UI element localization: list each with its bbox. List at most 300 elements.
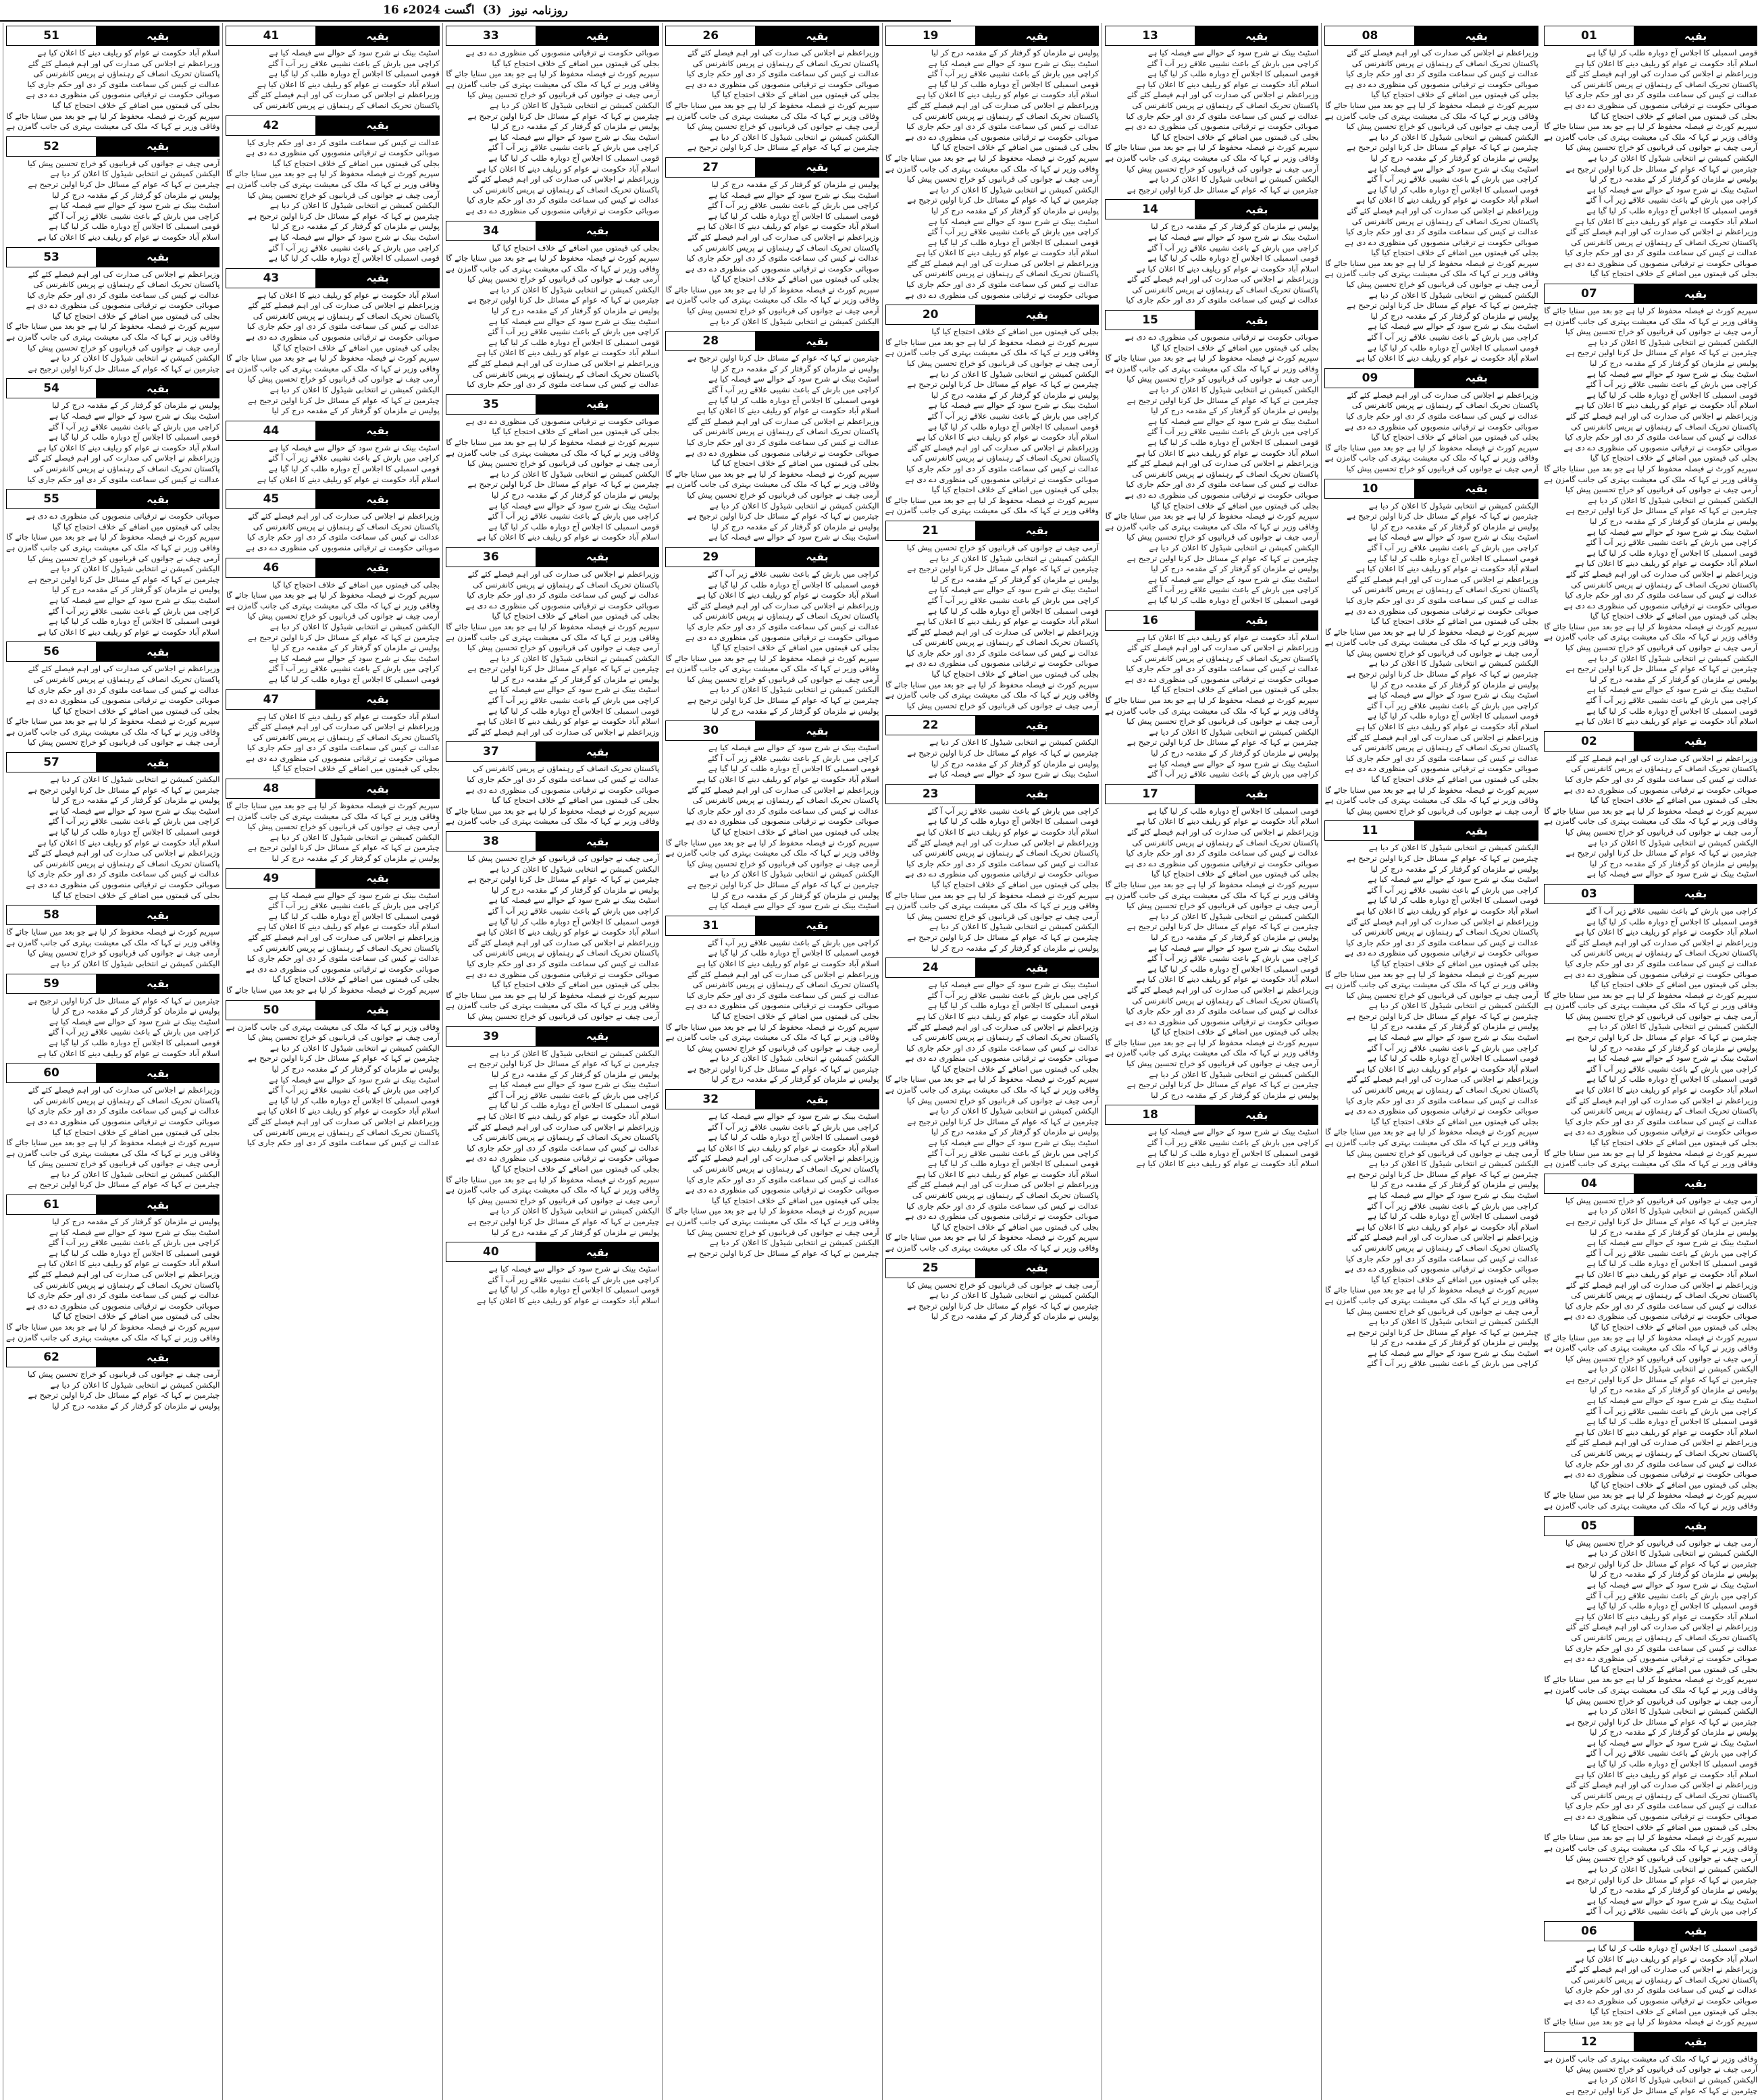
text-line: بجلی کی قیمتوں میں اضافے کے خلاف احتجاج کیا گیا xyxy=(711,90,879,100)
text-line: سپریم کورٹ نے فیصلہ محفوظ کر لیا ہے جو بعد میں سنایا جائے گا xyxy=(1324,442,1538,452)
text-line: عدالت نے کیس کی سماعت ملتوی کر دی اور حکم جاری کیا xyxy=(467,195,660,205)
text-line: عدالت نے کیس کی سماعت ملتوی کر دی اور حکم جاری کیا xyxy=(1565,775,1758,784)
continuation-block xyxy=(6,752,219,901)
article-text xyxy=(1544,754,1757,880)
text-line: سپریم کورٹ نے فیصلہ محفوظ کر لیا ہے جو بعد میں سنایا جائے گا xyxy=(665,653,879,663)
text-line: اسٹیٹ بینک نے شرح سود کے حوالے سے فیصلہ کیا ہے xyxy=(269,890,440,900)
continuation-block xyxy=(885,957,1099,1253)
text-line: بجلی کی قیمتوں میں اضافے کے خلاف احتجاج کیا گیا xyxy=(931,1222,1099,1232)
article-text xyxy=(226,891,439,996)
text-line: قومی اسمبلی کا اجلاس آج دوبارہ طلب کر لیا گیا ہے xyxy=(1586,1759,1758,1769)
text-line: وزیراعظم نے اجلاس کی صدارت کی اور اہم فیصلے کئے گئے xyxy=(687,416,879,426)
text-line: وفاقی وزیر نے کہا کہ ملک کی معیشت بہتری کی جانب گامزن ہے xyxy=(1324,1138,1538,1147)
text-line: اسٹیٹ بینک نے شرح سود کے حوالے سے فیصلہ کیا ہے xyxy=(928,1138,1099,1148)
continuation-block xyxy=(665,547,879,716)
text-line: اسلام آباد حکومت نے عوام کو ریلیف دینے کا اعلان کیا ہے xyxy=(696,221,879,232)
text-line: بجلی کی قیمتوں میں اضافے کے خلاف احتجاج کیا گیا xyxy=(1371,1274,1538,1284)
text-line: الیکشن کمیشن نے انتخابی شیڈول کا اعلان کر دیا ہے xyxy=(1588,1364,1758,1374)
continuation-block xyxy=(1324,26,1538,364)
text-line: بجلی کی قیمتوں میں اضافے کے خلاف احتجاج کیا گیا xyxy=(1590,1321,1758,1332)
continuation-tag xyxy=(226,779,439,799)
text-line: وزیراعظم نے اجلاس کی صدارت کی اور اہم فیصلے کئے گئے xyxy=(1347,1232,1538,1242)
text-line: پاکستان تحریک انصاف کے رہنماؤں نے پریس کانفرنس کی xyxy=(253,1127,440,1137)
text-line: اسٹیٹ بینک نے شرح سود کے حوالے سے فیصلہ کیا ہے xyxy=(708,532,879,542)
text-line: سپریم کورٹ نے فیصلہ محفوظ کر لیا ہے جو بعد میں سنایا جائے گا xyxy=(6,1322,220,1332)
continuation-number: 41 xyxy=(226,26,316,45)
article-text xyxy=(1324,501,1538,817)
text-line: سپریم کورٹ نے فیصلہ محفوظ کر لیا ہے جو بعد میں سنایا جائے گا xyxy=(665,100,879,110)
text-line: الیکشن کمیشن نے انتخابی شیڈول کا اعلان کر دیا ہے xyxy=(709,316,879,326)
text-line: سپریم کورٹ نے فیصلہ محفوظ کر لیا ہے جو بعد میں سنایا جائے گا xyxy=(1324,1285,1538,1295)
continuation-block xyxy=(1544,284,1757,727)
text-line: چیئرمین نے کہا کہ عوام کے مسائل حل کرنا اولین ترجیح ہے xyxy=(1565,1374,1758,1384)
text-line: وزیراعظم نے اجلاس کی صدارت کی اور اہم فیصلے کئے گئے xyxy=(467,174,660,184)
article-text xyxy=(1105,633,1318,780)
text-line: صوبائی حکومت نے ترقیاتی منصوبوں کی منظوری دے دی ہے xyxy=(1563,442,1758,452)
text-line: صوبائی حکومت نے ترقیاتی منصوبوں کی منظوری دے دی ہے xyxy=(1344,606,1538,616)
text-line: چیئرمین نے کہا کہ عوام کے مسائل حل کرنا اولین ترجیح ہے xyxy=(1565,848,1758,858)
text-line: چیئرمین نے کہا کہ عوام کے مسائل حل کرنا اولین ترجیح ہے xyxy=(1127,553,1319,563)
text-line: کراچی میں بارش کے باعث نشیبی علاقے زیر آب آ گئے xyxy=(267,1085,440,1095)
text-line: آرمی چیف نے جوانوں کی قربانیوں کو خراج تحسین پیش کیا xyxy=(1127,1059,1319,1069)
text-line: چیئرمین نے کہا کہ عوام کے مسائل حل کرنا اولین ترجیح ہے xyxy=(28,574,220,584)
continuation-block xyxy=(665,1089,879,1259)
text-line: آرمی چیف نے جوانوں کی قربانیوں کو خراج تحسین پیش کیا xyxy=(687,674,879,684)
text-line: وزیراعظم نے اجلاس کی صدارت کی اور اہم فیصلے کئے گئے xyxy=(467,359,660,369)
text-line: وزیراعظم نے اجلاس کی صدارت کی اور اہم فیصلے کئے گئے xyxy=(907,442,1099,452)
text-line: پاکستان تحریک انصاف کے رہنماؤں نے پریس کانفرنس کی xyxy=(912,1032,1099,1043)
text-line: پولیس نے ملزمان کو گرفتار کر کے مقدمہ درج کر لیا xyxy=(52,1400,220,1411)
continuation-word: بقیہ xyxy=(97,137,219,156)
continuation-block xyxy=(885,784,1099,953)
continuation-tag xyxy=(6,641,219,662)
text-line: اسلام آباد حکومت نے عوام کو ریلیف دینے کا اعلان کیا ہے xyxy=(696,775,879,785)
text-line: اسلام آباد حکومت نے عوام کو ریلیف دینے کا اعلان کیا ہے xyxy=(1136,263,1319,273)
continuation-tag xyxy=(885,305,1099,325)
continuation-word: بقیہ xyxy=(97,248,219,267)
continuation-word: بقیہ xyxy=(1415,821,1537,840)
text-line: اسلام آباد حکومت نے عوام کو ریلیف دینے کا اعلان کیا ہے xyxy=(1575,400,1758,411)
text-line: وفاقی وزیر نے کہا کہ ملک کی معیشت بہتری کی جانب گامزن ہے xyxy=(445,1185,660,1195)
text-line: بجلی کی قیمتوں میں اضافے کے خلاف احتجاج کیا گیا xyxy=(492,242,660,253)
text-line: آرمی چیف نے جوانوں کی قربانیوں کو خراج تحسین پیش کیا xyxy=(28,737,220,747)
text-line: پاکستان تحریک انصاف کے رہنماؤں نے پریس کانفرنس کی xyxy=(473,369,660,379)
text-line: الیکشن کمیشن نے انتخابی شیڈول کا اعلان کر دیا ہے xyxy=(1368,1159,1538,1169)
text-line: آرمی چیف نے جوانوں کی قربانیوں کو خراج تحسین پیش کیا xyxy=(467,90,660,100)
continuation-word: بقیہ xyxy=(1195,785,1318,804)
continuation-tag xyxy=(226,26,439,46)
text-line: وفاقی وزیر نے کہا کہ ملک کی معیشت بہتری کی جانب گامزن ہے xyxy=(665,848,879,858)
continuation-number: 37 xyxy=(446,742,536,761)
text-line: الیکشن کمیشن نے انتخابی شیڈول کا اعلان کر دیا ہے xyxy=(1149,1069,1319,1079)
continuation-tag xyxy=(1324,479,1538,499)
text-line: پاکستان تحریک انصاف کے رہنماؤں نے پریس کانفرنس کی xyxy=(1132,284,1319,294)
text-line: وفاقی وزیر نے کہا کہ ملک کی معیشت بہتری کی جانب گامزن ہے xyxy=(6,542,220,552)
text-line: چیئرمین نے کہا کہ عوام کے مسائل حل کرنا اولین ترجیح ہے xyxy=(1346,1327,1538,1337)
text-line: صوبائی حکومت نے ترقیاتی منصوبوں کی منظوری دے دی ہے xyxy=(1563,1654,1758,1664)
text-line: اسٹیٹ بینک نے شرح سود کے حوالے سے فیصلہ کیا ہے xyxy=(1147,416,1319,426)
text-line: کراچی میں بارش کے باعث نشیبی علاقے زیر آب آ گئے xyxy=(1586,1906,1758,1916)
text-line: پولیس نے ملزمان کو گرفتار کر کے مقدمہ درج کر لیا xyxy=(931,48,1099,57)
text-line: چیئرمین نے کہا کہ عوام کے مسائل حل کرنا اولین ترجیح ہے xyxy=(907,564,1099,574)
text-line: اسٹیٹ بینک نے شرح سود کے حوالے سے فیصلہ کیا ہے xyxy=(1586,1895,1758,1906)
text-line: بجلی کی قیمتوں میں اضافے کے خلاف احتجاج کیا گیا xyxy=(1590,795,1758,806)
text-line: چیئرمین نے کہا کہ عوام کے مسائل حل کرنا اولین ترجیح ہے xyxy=(1565,506,1758,516)
text-line: صوبائی حکومت نے ترقیاتی منصوبوں کی منظوری دے دی ہے xyxy=(685,632,879,642)
text-line: اسلام آباد حکومت نے عوام کو ریلیف دینے کا اعلان کیا ہے xyxy=(37,1259,220,1269)
text-line: الیکشن کمیشن نے انتخابی شیڈول کا اعلان کر دیا ہے xyxy=(269,385,440,395)
continuation-block xyxy=(1105,610,1318,780)
text-line: عدالت نے کیس کی سماعت ملتوی کر دی اور حکم جاری کیا xyxy=(686,253,879,263)
text-line: کراچی میں بارش کے باعث نشیبی علاقے زیر آب آ گئے xyxy=(1366,1359,1538,1369)
text-line: آرمی چیف نے جوانوں کی قربانیوں کو خراج تحسین پیش کیا xyxy=(1565,643,1758,653)
article-text xyxy=(6,1217,219,1343)
continuation-tag xyxy=(1324,368,1538,388)
text-line: عدالت نے کیس کی سماعت ملتوی کر دی اور حکم جاری کیا xyxy=(686,1174,879,1184)
text-line: کراچی میں بارش کے باعث نشیبی علاقے زیر آب آ گئے xyxy=(1586,1248,1758,1258)
text-line: پولیس نے ملزمان کو گرفتار کر کے مقدمہ درج کر لیا xyxy=(1589,174,1758,184)
text-line: سپریم کورٹ نے فیصلہ محفوظ کر لیا ہے جو بعد میں سنایا جائے گا xyxy=(1544,806,1758,816)
text-line: الیکشن کمیشن نے انتخابی شیڈول کا اعلان کر دیا ہے xyxy=(1149,385,1319,395)
text-line: کراچی میں بارش کے باعث نشیبی علاقے زیر آب آ گئے xyxy=(488,327,660,337)
continuation-number: 48 xyxy=(226,779,316,798)
article-text xyxy=(665,938,879,1085)
continuation-number: 54 xyxy=(7,379,97,398)
text-line: وزیراعظم نے اجلاس کی صدارت کی اور اہم فیصلے کئے گئے xyxy=(1127,827,1319,837)
text-line: اسٹیٹ بینک نے شرح سود کے حوالے سے فیصلہ کیا ہے xyxy=(1147,232,1319,242)
text-line: آرمی چیف نے جوانوں کی قربانیوں کو خراج تحسین پیش کیا xyxy=(467,643,660,653)
text-line: بجلی کی قیمتوں میں اضافے کے خلاف احتجاج کیا گیا xyxy=(1590,111,1758,121)
text-line: چیئرمین نے کہا کہ عوام کے مسائل حل کرنا اولین ترجیح ہے xyxy=(247,632,440,642)
text-line: الیکشن کمیشن نے انتخابی شیڈول کا اعلان کر دیا ہے xyxy=(929,369,1099,379)
continuation-block xyxy=(226,26,439,111)
continuation-tag xyxy=(226,115,439,136)
text-line: وفاقی وزیر نے کہا کہ ملک کی معیشت بہتری کی جانب گامزن ہے xyxy=(1105,1048,1319,1058)
continuation-word: بقیہ xyxy=(756,721,878,740)
text-line: قومی اسمبلی کا اجلاس آج دوبارہ طلب کر لیا گیا ہے xyxy=(268,253,440,263)
continuation-word: بقیہ xyxy=(97,26,219,45)
article-text xyxy=(885,737,1099,779)
text-line: الیکشن کمیشن نے انتخابی شیڈول کا اعلان کر دیا ہے xyxy=(709,500,879,510)
text-line: کراچی میں بارش کے باعث نشیبی علاقے زیر آب آ گئے xyxy=(1366,700,1538,710)
text-line: وفاقی وزیر نے کہا کہ ملک کی معیشت بہتری کی جانب گامزن ہے xyxy=(1105,706,1319,716)
text-line: قومی اسمبلی کا اجلاس آج دوبارہ طلب کر لیا گیا ہے xyxy=(1586,1943,1758,1953)
continuation-word: بقیہ xyxy=(316,116,438,135)
continuation-word: بقیہ xyxy=(316,269,438,288)
text-line: آرمی چیف نے جوانوں کی قربانیوں کو خراج تحسین پیش کیا xyxy=(1346,280,1538,290)
text-line: اسٹیٹ بینک نے شرح سود کے حوالے سے فیصلہ کیا ہے xyxy=(708,901,879,911)
text-line: چیئرمین نے کہا کہ عوام کے مسائل حل کرنا اولین ترجیح ہے xyxy=(907,932,1099,942)
text-line: وفاقی وزیر نے کہا کہ ملک کی معیشت بہتری کی جانب گامزن ہے xyxy=(1543,632,1758,642)
continuation-number: 15 xyxy=(1106,311,1195,330)
text-line: الیکشن کمیشن نے انتخابی شیڈول کا اعلان کر دیا ہے xyxy=(269,832,440,842)
text-line: کراچی میں بارش کے باعث نشیبی علاقے زیر آب آ گئے xyxy=(267,664,440,674)
text-line: قومی اسمبلی کا اجلاس آج دوبارہ طلب کر لیا گیا ہے xyxy=(1586,1417,1758,1427)
text-line: صوبائی حکومت نے ترقیاتی منصوبوں کی منظوری دے دی ہے xyxy=(26,880,220,889)
continuation-word: بقیہ xyxy=(536,26,658,45)
text-line: الیکشن کمیشن نے انتخابی شیڈول کا اعلان کر دیا ہے xyxy=(709,1053,879,1064)
continuation-tag xyxy=(1105,310,1318,330)
continuation-block xyxy=(6,905,219,969)
text-line: سپریم کورٹ نے فیصلہ محفوظ کر لیا ہے جو بعد میں سنایا جائے گا xyxy=(446,69,660,79)
text-line: پاکستان تحریک انصاف کے رہنماؤں نے پریس کانفرنس کی xyxy=(1132,837,1319,847)
text-line: بجلی کی قیمتوں میں اضافے کے خلاف احتجاج کیا گیا xyxy=(931,485,1099,495)
article-text xyxy=(1544,306,1757,727)
continuation-tag xyxy=(1324,26,1538,46)
text-line: بجلی کی قیمتوں میں اضافے کے خلاف احتجاج کیا گیا xyxy=(931,327,1099,337)
text-line: صوبائی حکومت نے ترقیاتی منصوبوں کی منظوری دے دی ہے xyxy=(905,1211,1099,1222)
text-line: کراچی میں بارش کے باعث نشیبی علاقے زیر آب آ گئے xyxy=(48,816,220,826)
text-line: کراچی میں بارش کے باعث نشیبی علاقے زیر آب آ گئے xyxy=(488,1090,660,1100)
article-text xyxy=(665,180,879,327)
text-line: سپریم کورٹ نے فیصلہ محفوظ کر لیا ہے جو بعد میں سنایا جائے گا xyxy=(885,337,1099,347)
text-line: اسلام آباد حکومت نے عوام کو ریلیف دینے کا اعلان کیا ہے xyxy=(1355,722,1538,732)
text-line: عدالت نے کیس کی سماعت ملتوی کر دی اور حکم جاری کیا xyxy=(906,122,1099,132)
text-line: کراچی میں بارش کے باعث نشیبی علاقے زیر آب آ گئے xyxy=(927,806,1099,816)
continuation-number: 22 xyxy=(886,716,976,735)
text-line: پولیس نے ملزمان کو گرفتار کر کے مقدمہ درج کر لیا xyxy=(711,179,879,189)
text-line: آرمی چیف نے جوانوں کی قربانیوں کو خراج تحسین پیش کیا xyxy=(1565,1538,1758,1548)
text-line: صوبائی حکومت نے ترقیاتی منصوبوں کی منظوری دے دی ہے xyxy=(465,785,660,795)
text-line: عدالت نے کیس کی سماعت ملتوی کر دی اور حکم جاری کیا xyxy=(1345,227,1538,237)
text-line: قومی اسمبلی کا اجلاس آج دوبارہ طلب کر لیا گیا ہے xyxy=(928,1001,1099,1011)
news-column xyxy=(662,23,881,2100)
text-line: اسٹیٹ بینک نے شرح سود کے حوالے سے فیصلہ کیا ہے xyxy=(1586,869,1758,879)
continuation-block xyxy=(226,689,439,775)
continuation-block xyxy=(665,916,879,1085)
text-line: قومی اسمبلی کا اجلاس آج دوبارہ طلب کر لیا گیا ہے xyxy=(1147,595,1319,605)
text-line: قومی اسمبلی کا اجلاس آج دوبارہ طلب کر لیا گیا ہے xyxy=(1147,69,1319,79)
text-line: اسٹیٹ بینک نے شرح سود کے حوالے سے فیصلہ کیا ہے xyxy=(708,374,879,384)
text-line: آرمی چیف نے جوانوں کی قربانیوں کو خراج تحسین پیش کیا xyxy=(28,1159,220,1169)
text-line: اسٹیٹ بینک نے شرح سود کے حوالے سے فیصلہ کیا ہے xyxy=(49,201,220,211)
text-line: کراچی میں بارش کے باعث نشیبی علاقے زیر آب آ گئے xyxy=(1147,1138,1319,1148)
text-line: عدالت نے کیس کی سماعت ملتوی کر دی اور حکم جاری کیا xyxy=(686,621,879,631)
text-line: پولیس نے ملزمان کو گرفتار کر کے مقدمہ درج کر لیا xyxy=(711,1074,879,1084)
text-line: عدالت نے کیس کی سماعت ملتوی کر دی اور حکم جاری کیا xyxy=(27,685,220,695)
text-line: وفاقی وزیر نے کہا کہ ملک کی معیشت بہتری کی جانب گامزن ہے xyxy=(885,1242,1099,1253)
text-line: عدالت نے کیس کی سماعت ملتوی کر دی اور حکم جاری کیا xyxy=(27,290,220,300)
text-line: پولیس نے ملزمان کو گرفتار کر کے مقدمہ درج کر لیا xyxy=(271,221,440,232)
continuation-word: بقیہ xyxy=(1195,26,1318,45)
text-line: سپریم کورٹ نے فیصلہ محفوظ کر لیا ہے جو بعد میں سنایا جائے گا xyxy=(6,321,220,332)
text-line: عدالت نے کیس کی سماعت ملتوی کر دی اور حکم جاری کیا xyxy=(247,743,440,753)
text-line: وزیراعظم نے اجلاس کی صدارت کی اور اہم فیصلے کئے گئے xyxy=(687,785,879,795)
continuation-block xyxy=(226,115,439,264)
article-text xyxy=(665,48,879,153)
text-line: پولیس نے ملزمان کو گرفتار کر کے مقدمہ درج کر لیا xyxy=(491,306,660,316)
continuation-block xyxy=(446,831,659,1022)
text-line: قومی اسمبلی کا اجلاس آج دوبارہ طلب کر لیا گیا ہے xyxy=(49,432,220,442)
text-line: سپریم کورٹ نے فیصلہ محفوظ کر لیا ہے جو بعد میں سنایا جائے گا xyxy=(665,469,879,479)
text-line: اسٹیٹ بینک نے شرح سود کے حوالے سے فیصلہ کیا ہے xyxy=(708,190,879,200)
text-line: اسلام آباد حکومت نے عوام کو ریلیف دینے کا اعلان کیا ہے xyxy=(1355,353,1538,363)
text-line: پاکستان تحریک انصاف کے رہنماؤں نے پریس کانفرنس کی xyxy=(33,69,220,79)
text-line: اسلام آباد حکومت نے عوام کو ریلیف دینے کا اعلان کیا ہے xyxy=(477,1295,660,1305)
continuation-number: 40 xyxy=(446,1242,536,1261)
continuation-word: بقیہ xyxy=(316,558,438,577)
text-line: وفاقی وزیر نے کہا کہ ملک کی معیشت بہتری کی جانب گامزن ہے xyxy=(665,664,879,674)
text-line: پاکستان تحریک انصاف کے رہنماؤں نے پریس کانفرنس کی xyxy=(692,242,879,253)
text-line: بجلی کی قیمتوں میں اضافے کے خلاف احتجاج کیا گیا xyxy=(272,579,440,589)
text-line: سپریم کورٹ نے فیصلہ محفوظ کر لیا ہے جو بعد میں سنایا جائے گا xyxy=(885,1074,1099,1084)
text-line: اسٹیٹ بینک نے شرح سود کے حوالے سے فیصلہ کیا ہے xyxy=(488,316,660,326)
text-line: عدالت نے کیس کی سماعت ملتوی کر دی اور حکم جاری کیا xyxy=(1345,69,1538,79)
text-line: وفاقی وزیر نے کہا کہ ملک کی معیشت بہتری کی جانب گامزن ہے xyxy=(6,1148,220,1158)
text-line: سپریم کورٹ نے فیصلہ محفوظ کر لیا ہے جو بعد میں سنایا جائے گا xyxy=(665,284,879,294)
text-line: کراچی میں بارش کے باعث نشیبی علاقے زیر آب آ گئے xyxy=(1366,885,1538,895)
text-line: وزیراعظم نے اجلاس کی صدارت کی اور اہم فیصلے کئے گئے xyxy=(687,1153,879,1163)
article-text xyxy=(1544,906,1757,1170)
continuation-number: 10 xyxy=(1325,479,1415,498)
continuation-block xyxy=(885,305,1099,517)
text-line: پاکستان تحریک انصاف کے رہنماؤں نے پریس کانفرنس کی xyxy=(253,311,440,321)
continuation-tag xyxy=(446,547,659,567)
text-line: چیئرمین نے کہا کہ عوام کے مسائل حل کرنا اولین ترجیح ہے xyxy=(1346,853,1538,863)
text-line: عدالت نے کیس کی سماعت ملتوی کر دی اور حکم جاری کیا xyxy=(1345,1095,1538,1105)
text-line: آرمی چیف نے جوانوں کی قربانیوں کو خراج تحسین پیش کیا xyxy=(687,306,879,316)
text-line: پاکستان تحریک انصاف کے رہنماؤں نے پریس کانفرنس کی xyxy=(692,795,879,806)
continuation-block xyxy=(226,1000,439,1149)
text-line: پولیس نے ملزمان کو گرفتار کر کے مقدمہ درج کر لیا xyxy=(1370,1022,1538,1032)
text-line: الیکشن کمیشن نے انتخابی شیڈول کا اعلان کر دیا ہے xyxy=(1149,174,1319,184)
text-line: وفاقی وزیر نے کہا کہ ملک کی معیشت بہتری کی جانب گامزن ہے xyxy=(226,363,440,373)
text-line: اسلام آباد حکومت نے عوام کو ریلیف دینے کا اعلان کیا ہے xyxy=(916,1011,1099,1021)
text-line: وزیراعظم نے اجلاس کی صدارت کی اور اہم فیصلے کئے گئے xyxy=(467,1122,660,1132)
text-line: بجلی کی قیمتوں میں اضافے کے خلاف احتجاج کیا گیا xyxy=(1151,500,1319,510)
text-line: الیکشن کمیشن نے انتخابی شیڈول کا اعلان کر دیا ہے xyxy=(1588,1206,1758,1216)
continuation-block xyxy=(1544,1516,1757,1917)
text-line: چیئرمین نے کہا کہ عوام کے مسائل حل کرنا اولین ترجیح ہے xyxy=(1565,1874,1758,1885)
text-line: پولیس نے ملزمان کو گرفتار کر کے مقدمہ درج کر لیا xyxy=(1589,1727,1758,1737)
text-line: آرمی چیف نے جوانوں کی قربانیوں کو خراج تحسین پیش کیا xyxy=(1346,1148,1538,1158)
text-line: اسلام آباد حکومت نے عوام کو ریلیف دینے کا اعلان کیا ہے xyxy=(1575,1427,1758,1437)
text-line: قومی اسمبلی کا اجلاس آج دوبارہ طلب کر لیا گیا ہے xyxy=(1586,390,1758,400)
text-line: صوبائی حکومت نے ترقیاتی منصوبوں کی منظوری دے دی ہے xyxy=(1344,421,1538,431)
continuation-block xyxy=(1544,2032,1757,2096)
continuation-word: بقیہ xyxy=(536,395,658,414)
continuation-number: 57 xyxy=(7,753,97,772)
text-line: پولیس نے ملزمان کو گرفتار کر کے مقدمہ درج کر لیا xyxy=(1370,1338,1538,1348)
continuation-block xyxy=(1544,731,1757,880)
text-line: اسلام آباد حکومت نے عوام کو ریلیف دینے کا اعلان کیا ہے xyxy=(1575,1269,1758,1279)
text-line: بجلی کی قیمتوں میں اضافے کے خلاف احتجاج کیا گیا xyxy=(931,879,1099,889)
text-line: اسٹیٹ بینک نے شرح سود کے حوالے سے فیصلہ کیا ہے xyxy=(1147,1127,1319,1137)
continuation-tag xyxy=(1105,610,1318,631)
news-column xyxy=(222,23,442,2100)
continuation-number: 19 xyxy=(886,26,976,45)
text-line: وفاقی وزیر نے کہا کہ ملک کی معیشت بہتری کی جانب گامزن ہے xyxy=(1324,795,1538,806)
text-line: بجلی کی قیمتوں میں اضافے کے خلاف احتجاج کیا گیا xyxy=(1590,980,1758,990)
text-line: آرمی چیف نے جوانوں کی قربانیوں کو خراج تحسین پیش کیا xyxy=(1565,142,1758,153)
text-line: سپریم کورٹ نے فیصلہ محفوظ کر لیا ہے جو بعد میں سنایا جائے گا xyxy=(1544,1148,1758,1158)
text-line: وزیراعظم نے اجلاس کی صدارت کی اور اہم فیصلے کئے گئے xyxy=(1565,69,1758,79)
text-line: صوبائی حکومت نے ترقیاتی منصوبوں کی منظوری دے دی ہے xyxy=(26,511,220,521)
text-line: بجلی کی قیمتوں میں اضافے کے خلاف احتجاج کیا گیا xyxy=(711,274,879,284)
text-line: چیئرمین نے کہا کہ عوام کے مسائل حل کرنا اولین ترجیح ہے xyxy=(467,1059,660,1069)
text-line: اسٹیٹ بینک نے شرح سود کے حوالے سے فیصلہ کیا ہے xyxy=(488,685,660,695)
text-line: چیئرمین نے کہا کہ عوام کے مسائل حل کرنا اولین ترجیح ہے xyxy=(247,211,440,221)
continuation-tag xyxy=(226,558,439,578)
text-line: پاکستان تحریک انصاف کے رہنماؤں نے پریس کانفرنس کی xyxy=(33,464,220,473)
text-line: بجلی کی قیمتوں میں اضافے کے خلاف احتجاج کیا گیا xyxy=(492,427,660,437)
text-line: چیئرمین نے کہا کہ عوام کے مسائل حل کرنا اولین ترجیح ہے xyxy=(28,785,220,795)
text-line: صوبائی حکومت نے ترقیاتی منصوبوں کی منظوری دے دی ہے xyxy=(1563,1469,1758,1479)
continuation-block xyxy=(885,521,1099,712)
text-line: آرمی چیف نے جوانوں کی قربانیوں کو خراج تحسین پیش کیا xyxy=(1127,716,1319,727)
text-line: آرمی چیف نے جوانوں کی قربانیوں کو خراج تحسین پیش کیا xyxy=(906,1280,1099,1290)
text-line: پاکستان تحریک انصاف کے رہنماؤں نے پریس کانفرنس کی xyxy=(1571,764,1758,774)
continuation-number: 20 xyxy=(886,305,976,324)
text-line: الیکشن کمیشن نے انتخابی شیڈول کا اعلان کر دیا ہے xyxy=(929,737,1099,747)
text-line: وزیراعظم نے اجلاس کی صدارت کی اور اہم فیصلے کئے گئے xyxy=(1347,916,1538,926)
continuation-block xyxy=(1105,310,1318,606)
text-line: اسلام آباد حکومت نے عوام کو ریلیف دینے کا اعلان کیا ہے xyxy=(477,927,660,937)
text-line: پولیس نے ملزمان کو گرفتار کر کے مقدمہ درج کر لیا xyxy=(931,1127,1099,1137)
text-line: وزیراعظم نے اجلاس کی صدارت کی اور اہم فیصلے کئے گئے xyxy=(1127,985,1319,995)
text-line: اسلام آباد حکومت نے عوام کو ریلیف دینے کا اعلان کیا ہے xyxy=(257,474,440,484)
text-line: الیکشن کمیشن نے انتخابی شیڈول کا اعلان کر دیا ہے xyxy=(1368,1317,1538,1327)
text-line: بجلی کی قیمتوں میں اضافے کے خلاف احتجاج کیا گیا xyxy=(52,311,220,321)
article-text xyxy=(6,664,219,748)
text-line: اسٹیٹ بینک نے شرح سود کے حوالے سے فیصلہ کیا ہے xyxy=(488,895,660,905)
text-line: چیئرمین نے کہا کہ عوام کے مسائل حل کرنا اولین ترجیح ہے xyxy=(1565,1216,1758,1226)
continuation-word: بقیہ xyxy=(316,421,438,440)
text-line: عدالت نے کیس کی سماعت ملتوی کر دی اور حکم جاری کیا xyxy=(1126,1006,1319,1016)
text-line: صوبائی حکومت نے ترقیاتی منصوبوں کی منظوری دے دی ہے xyxy=(245,542,440,552)
continuation-number: 33 xyxy=(446,26,536,45)
continuation-block xyxy=(226,421,439,485)
continuation-word: بقیہ xyxy=(756,26,878,45)
text-line: وزیراعظم نے اجلاس کی صدارت کی اور اہم فیصلے کئے گئے xyxy=(1347,48,1538,57)
continuation-word: بقیہ xyxy=(316,490,438,508)
continuation-block xyxy=(885,26,1099,300)
continuation-word: بقیہ xyxy=(1634,284,1757,303)
text-line: قومی اسمبلی کا اجلاس آج دوبارہ طلب کر لیا گیا ہے xyxy=(708,211,879,221)
continuation-word: بقیہ xyxy=(1634,2032,1757,2051)
text-line: بجلی کی قیمتوں میں اضافے کے خلاف احتجاج کیا گیا xyxy=(1371,90,1538,100)
text-line: صوبائی حکومت نے ترقیاتی منصوبوں کی منظوری دے دی ہے xyxy=(905,474,1099,484)
continuation-tag xyxy=(1105,784,1318,804)
continuation-word: بقیہ xyxy=(536,1242,658,1261)
continuation-tag xyxy=(885,521,1099,541)
text-line: اسٹیٹ بینک نے شرح سود کے حوالے سے فیصلہ کیا ہے xyxy=(1586,527,1758,537)
article-text xyxy=(6,511,219,637)
text-line: اسٹیٹ بینک نے شرح سود کے حوالے سے فیصلہ کیا ہے xyxy=(1368,1348,1538,1358)
text-line: سپریم کورٹ نے فیصلہ محفوظ کر لیا ہے جو بعد میں سنایا جائے گا xyxy=(6,532,220,542)
text-line: کراچی میں بارش کے باعث نشیبی علاقے زیر آب آ گئے xyxy=(267,58,440,68)
text-line: چیئرمین نے کہا کہ عوام کے مسائل حل کرنا اولین ترجیح ہے xyxy=(467,664,660,674)
news-column xyxy=(1102,23,1321,2100)
text-line: وفاقی وزیر نے کہا کہ ملک کی معیشت بہتری کی جانب گامزن ہے xyxy=(1543,1159,1758,1169)
text-line: صوبائی حکومت نے ترقیاتی منصوبوں کی منظوری دے دی ہے xyxy=(1124,1016,1319,1026)
text-line: وفاقی وزیر نے کہا کہ ملک کی معیشت بہتری کی جانب گامزن ہے xyxy=(445,79,660,89)
text-line: سپریم کورٹ نے فیصلہ محفوظ کر لیا ہے جو بعد میں سنایا جائے گا xyxy=(885,153,1099,163)
text-line: قومی اسمبلی کا اجلاس آج دوبارہ طلب کر لیا گیا ہے xyxy=(488,153,660,163)
continuation-number: 55 xyxy=(7,490,97,508)
text-line: عدالت نے کیس کی سماعت ملتوی کر دی اور حکم جاری کیا xyxy=(1565,590,1758,600)
continuation-number: 17 xyxy=(1106,785,1195,804)
text-line: وزیراعظم نے اجلاس کی صدارت کی اور اہم فیصلے کئے گئے xyxy=(248,300,440,311)
text-line: اسٹیٹ بینک نے شرح سود کے حوالے سے فیصلہ کیا ہے xyxy=(49,411,220,421)
text-line: صوبائی حکومت نے ترقیاتی منصوبوں کی منظوری دے دی ہے xyxy=(465,600,660,610)
continuation-tag xyxy=(885,26,1099,46)
text-line: اسلام آباد حکومت نے عوام کو ریلیف دینے کا اعلان کیا ہے xyxy=(1575,927,1758,937)
continuation-tag xyxy=(446,394,659,415)
text-line: آرمی چیف نے جوانوں کی قربانیوں کو خراج تحسین پیش کیا xyxy=(1346,648,1538,658)
continuation-block xyxy=(446,221,659,390)
article-text xyxy=(446,243,659,390)
